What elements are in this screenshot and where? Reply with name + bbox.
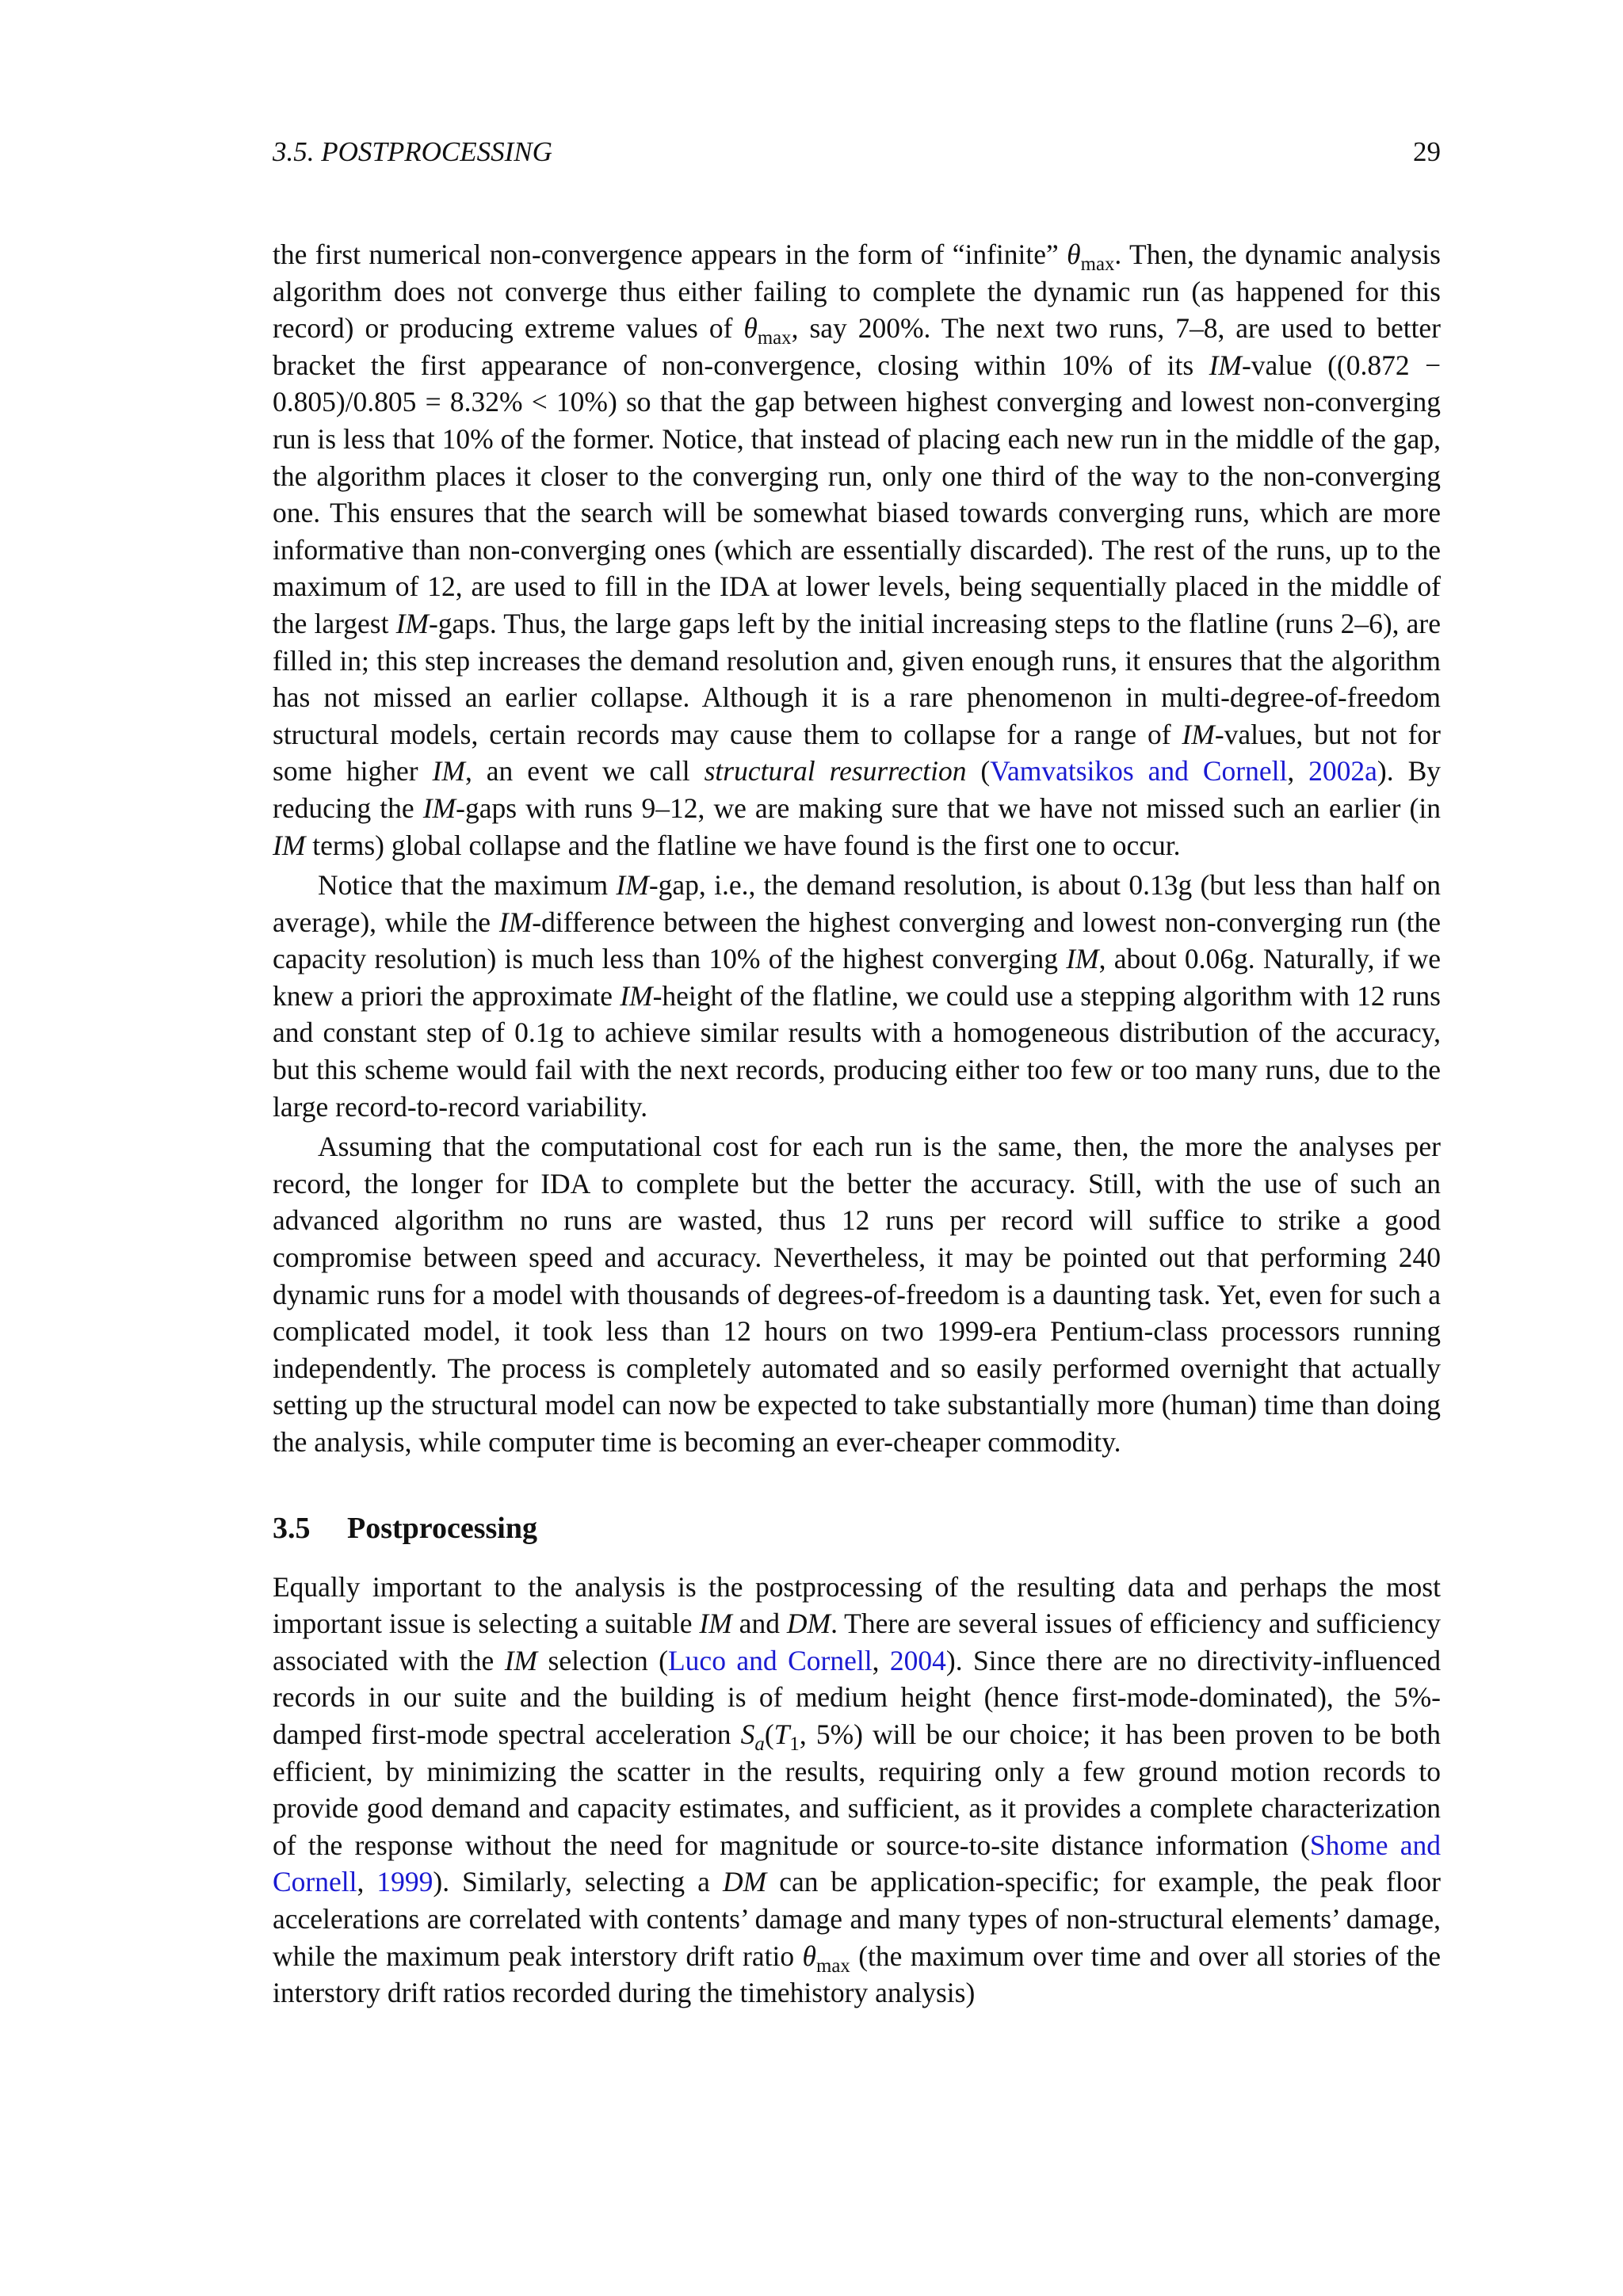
im-term: IM (498, 906, 533, 938)
dm-term: DM (722, 1866, 767, 1898)
im-term: IM (504, 1644, 538, 1676)
text-run: -difference between the highest converging and lowest non-converging run (the capacity resolution) is much less than 10% of the highest converging (273, 906, 1441, 975)
section-heading (273, 1508, 1441, 1548)
text-run: -value ((0.872 − 0.805)/0.805 = 8.32% < 10%) so that the gap between highest converging and lowest non-converging run is less that 10% of the former. Notice, that instead of placing each new run in the middle of the gap, the algorithm places it closer to the converging run, only one third of the way to the non-converging one. This ensures that the search will be somewhat biased towards converging runs, which are more informative than non-converging ones (which are essentially discarded). The rest of the runs, up to the maximum of 12, are used to fill in the IDA at lower levels, being sequentially placed in the middle of the largest (273, 349, 1441, 639)
period-symbol: T (773, 1718, 790, 1750)
im-term: IM (395, 607, 429, 639)
im-term: IM (273, 829, 306, 861)
page-number: 29 (1413, 136, 1441, 167)
text-run: Equally important to the analysis is the postprocessing of the resulting data and perhaps the most important issue is selecting a suitable (273, 1570, 1441, 1640)
theta-symbol: θ (743, 312, 758, 345)
text-run: , 5%) will be our choice; it has been proven to be both efficient, by minimizing the scatter in the results, requiring only a few ground motion records to provide good demand and capacity estimates, and sufficient, as it provides a complete characterization of the response without the need for magnitude or source-to-site distance information ( (273, 1718, 1441, 1861)
text-run: , (1287, 755, 1309, 788)
text-run: (the maximum over time and over all stories of the interstory drift ratios recorded during the timehistory analysis) (273, 1939, 1441, 2009)
text-run: Notice that the maximum (318, 869, 617, 902)
im-term: IM (699, 1608, 732, 1640)
text-run: . Then, the dynamic analysis algorithm does not converge thus either failing to complete the dynamic run (as happened for this record) or producing extreme values of (273, 238, 1441, 345)
running-header-section: 3.5. POSTPROCESSING (273, 136, 552, 167)
text-run: selection ( (537, 1644, 668, 1676)
im-term: IM (1209, 349, 1242, 381)
emphasis-structural-resurrection: structural resurrection (704, 755, 967, 788)
section-title: Postprocessing (347, 1511, 537, 1545)
running-header (273, 136, 1441, 168)
citation-link-2004[interactable]: 2004 (889, 1644, 946, 1676)
text-run: ). Since there are no directivity-influenced records in our suite and the building is of medium height (hence first-mode-dominated), the 5%-damped first-mode spectral acceleration (273, 1644, 1442, 1750)
subscript-max: max (757, 327, 792, 349)
text-run: terms) global collapse and the flatline we have found is the first one to occur. (305, 829, 1181, 861)
text-run: , (357, 1866, 377, 1898)
main-text (273, 236, 1441, 2015)
text-run: ). Similarly, selecting a (433, 1866, 723, 1898)
theta-symbol: θ (1067, 238, 1081, 270)
citation-link-vamvatsikos-cornell[interactable]: Vamvatsikos and Cornell (990, 755, 1288, 788)
text-run: , say 200%. The next two runs, 7–8, are used to better bracket the first appearance of non-convergence, closing within 10% of its (273, 312, 1442, 381)
text-run: -gaps with runs 9–12, we are making sure that we have not missed such an earlier (in (456, 791, 1441, 824)
citation-link-luco-cornell[interactable]: Luco and Cornell (668, 1644, 873, 1676)
text-run: Assuming that the computational cost for each run is the same, then, the more the analyses per record, the longer for IDA to complete but the better the accuracy. Still, with the use of such an advanced algorithm no runs are wasted, thus 12 runs per record will suffice to strike a good compromise between speed and accuracy. Nevertheless, it may be pointed out that performing 240 dynamic runs for a model with thousands of degrees-of-freedom is a daunting task. Yet, even for such a complicated model, it took less than 12 hours on two 1999-era Pentium-class processors running independently. The process is completely automated and so easily performed overnight that actually setting up the structural model can now be expected to take substantially more (human) time than doing the analysis, while computer time is becoming an ever-cheaper commodity. (273, 1131, 1441, 1458)
citation-link-2002a[interactable]: 2002a (1308, 755, 1377, 788)
text-run: , an event we call (464, 755, 705, 788)
text-run: -gap, i.e., the demand resolution, is about 0.13g (but less than half on average), while the (273, 869, 1441, 938)
im-term: IM (1182, 718, 1215, 750)
subscript-a: a (754, 1733, 765, 1756)
paragraph-2 (273, 867, 1441, 1125)
im-term: IM (616, 869, 649, 902)
sa-symbol: S (740, 1718, 755, 1750)
text-run: , (872, 1644, 890, 1676)
section-number: 3.5 (273, 1511, 311, 1545)
text-run: ( (966, 755, 991, 788)
text-run: the first numerical non-convergence appears in the form of “infinite” (273, 238, 1067, 270)
text-run: ). By reducing the (273, 755, 1441, 824)
subscript-max: max (1080, 254, 1115, 276)
text-run: -gaps. Thus, the large gaps left by the initial increasing steps to the flatline (runs 2–6), are filled in; this step increases the demand resolution and, given enough runs, it ensures that the algorithm has not missed an earlier collapse. Although it is a rare phenomenon in multi-degree-of-freedom structural models, certain records may cause them to collapse for a range of (273, 607, 1441, 750)
paragraph-1 (273, 236, 1441, 864)
text-run: , about 0.06g. Naturally, if we knew a priori the approximate (273, 943, 1441, 1012)
citation-link-shome-cornell[interactable]: Shome and Cornell (273, 1829, 1441, 1898)
im-term: IM (422, 791, 456, 824)
im-term: IM (1066, 943, 1099, 975)
subscript-max: max (816, 1955, 850, 1977)
paragraph-3 (273, 1128, 1441, 1460)
text-run: can be application-specific; for example, the peak floor accelerations are correlated with contents’ damage and many types of non-structural elements’ damage, while the maximum peak interstory drift ratio (273, 1866, 1441, 1972)
im-term: IM (620, 979, 653, 1012)
text-run: . There are several issues of efficiency and sufficiency associated with the (273, 1608, 1441, 1676)
subscript-1: 1 (789, 1733, 800, 1756)
citation-link-1999[interactable]: 1999 (376, 1866, 433, 1898)
theta-symbol: θ (802, 1939, 816, 1972)
text-run: and (731, 1608, 787, 1640)
text-run: ( (764, 1718, 774, 1750)
text-run: -height of the flatline, we could use a stepping algorithm with 12 runs and constant step of 0.1g to achieve similar results with a homogeneous distribution of the accuracy, but this scheme would fail with the next records, producing either too few or too many runs, due to the large record-to-record variability. (273, 979, 1441, 1123)
dm-term: DM (786, 1608, 831, 1640)
text-run: -values, but not for some higher (273, 718, 1441, 788)
im-term: IM (432, 755, 465, 788)
paragraph-4 (273, 1569, 1441, 2012)
